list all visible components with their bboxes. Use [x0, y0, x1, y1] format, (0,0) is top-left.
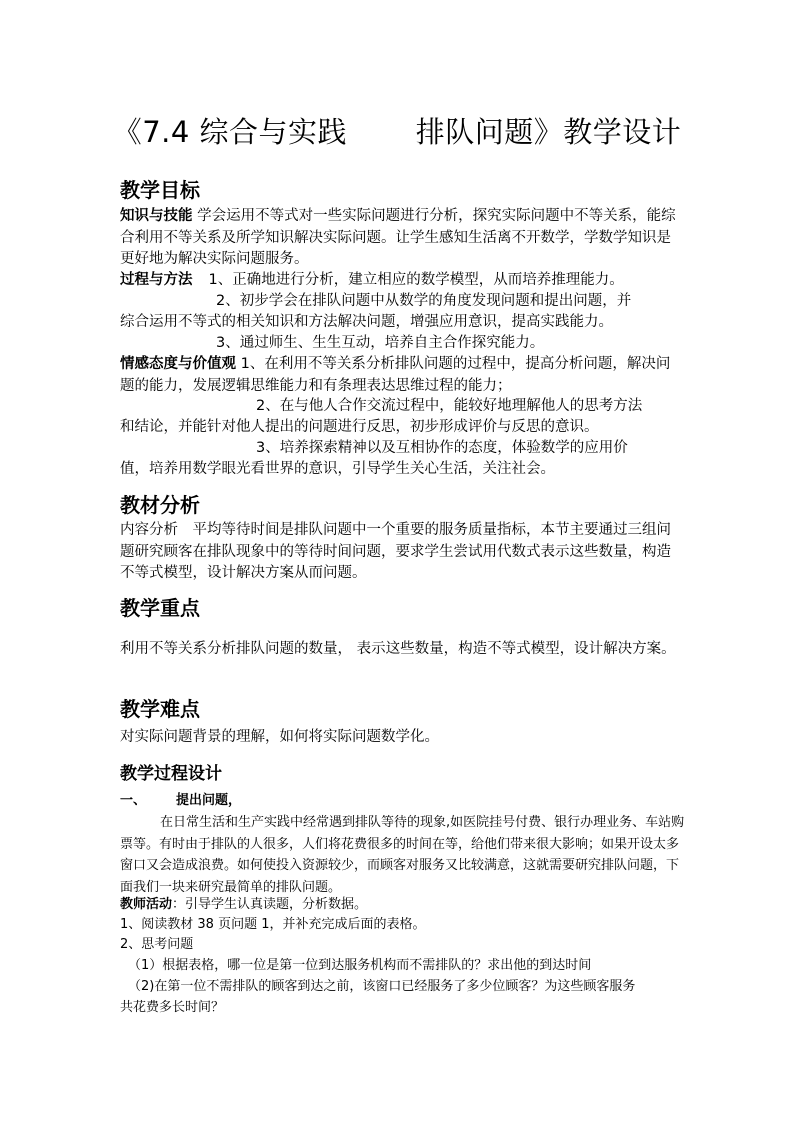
section-number: 一、: [120, 793, 147, 808]
material-heading: 教材分析: [120, 493, 200, 517]
process-item-1: 1、正确地进行分析，建立相应的数学模型，从而培养推理能力。: [208, 272, 624, 288]
difficulty-heading: 教学难点: [120, 697, 200, 721]
document-title: 《7.4 综合与实践 排队问题》教学设计: [112, 115, 682, 149]
process-item-2-rest: 综合运用不等式的相关知识和方法解决问题，增强应用意识，提高实践能力。: [120, 314, 613, 330]
section-title: 提出问题，: [176, 793, 242, 808]
key-points-text: 利用不等关系分析排队问题的数量， 表示这些数量，构造不等式模型，设计解决方案。: [120, 641, 676, 657]
emotion-item-3-first: 3、培养探索精神以及互相协作的态度，体验数学的应用价: [256, 440, 628, 456]
emotion-item-3-rest: 值，培养用数学眼光看世界的意识，引导学生关心生活，关注社会。: [120, 461, 555, 477]
process-item-2-first: 2、初步学会在排队问题中从数学的角度发现问题和提出问题，并: [216, 293, 632, 309]
question-1: （1）根据表格，哪一位是第一位到达服务机构而不需排队的？求出他的到达时间: [128, 958, 592, 973]
process-line-1: [120, 270, 624, 292]
goals-heading: 教学目标: [120, 178, 200, 202]
emotion-paragraph: [120, 354, 680, 397]
question-2-first: （2)在第一位不需排队的顾客到达之前，该窗口已经服务了多少位顾客？为这些顾客服务: [128, 979, 636, 994]
key-points-heading: 教学重点: [120, 596, 200, 620]
process-item-3: 3、通过师生、生生互动，培养自主合作探究能力。: [216, 335, 545, 351]
list-item-2: 2、思考问题: [120, 937, 194, 952]
list-item-1: 1、阅读教材 38 页问题 1，并补充完成后面的表格。: [120, 917, 426, 932]
knowledge-label: 知识与技能: [120, 208, 193, 224]
emotion-label: 情感态度与价值观: [120, 356, 236, 372]
teacher-activity: [120, 895, 367, 915]
process-heading: 教学过程设计: [120, 764, 222, 784]
material-text: 内容分析 平均等待时间是排队问题中一个重要的服务质量指标，本节主要通过三组问题研究顾客在排队现象中的等待时间问题，要求学生尝试用代数式表示这些数量，构造不等式模型，设计解决方案从而问题。: [120, 522, 671, 581]
emotion-item-2-first: 2、在与他人合作交流过程中，能较好地理解他人的思考方法: [256, 398, 643, 414]
intro-paragraph: 在日常生活和生产实践中经常遇到排队等待的现象,如医院挂号付费、银行办理业务、车站购票等。有时由于排队的人很多，人们将花费很多的时间在等，给他们带来很大影响；如果开设太多窗口又会造成浪费。如何使投入资源较少，而顾客对服务又比较满意，这就需要研究排队问题，下面我们一块来研究最简单的排队问题。: [120, 815, 685, 896]
knowledge-paragraph: [120, 206, 680, 271]
emotion-item-1: 1、在利用不等关系分析排队问题的过程中，提高分析问题，解决问题的能力，发展逻辑思维能力和有条理表达思维过程的能力；: [120, 356, 671, 394]
process-label: 过程与方法: [120, 272, 193, 288]
emotion-item-2-rest: 和结论，并能针对他人提出的问题进行反思，初步形成评价与反思的意识。: [120, 419, 599, 435]
teacher-label: 教师活动: [120, 897, 173, 912]
question-2-rest: 共花费多长时间？: [120, 1000, 225, 1015]
knowledge-text: 学会运用不等式对一些实际问题进行分析，探究实际问题中不等关系，能综合利用不等关系及所学知识解决实际问题。让学生感知生活离不开数学，学数学知识是更好地为解决实际问题服务。: [120, 208, 676, 267]
difficulty-text: 对实际问题背景的理解，如何将实际问题数学化。: [120, 729, 439, 745]
teacher-text: ：引导学生认真读题，分析数据。: [172, 897, 368, 912]
